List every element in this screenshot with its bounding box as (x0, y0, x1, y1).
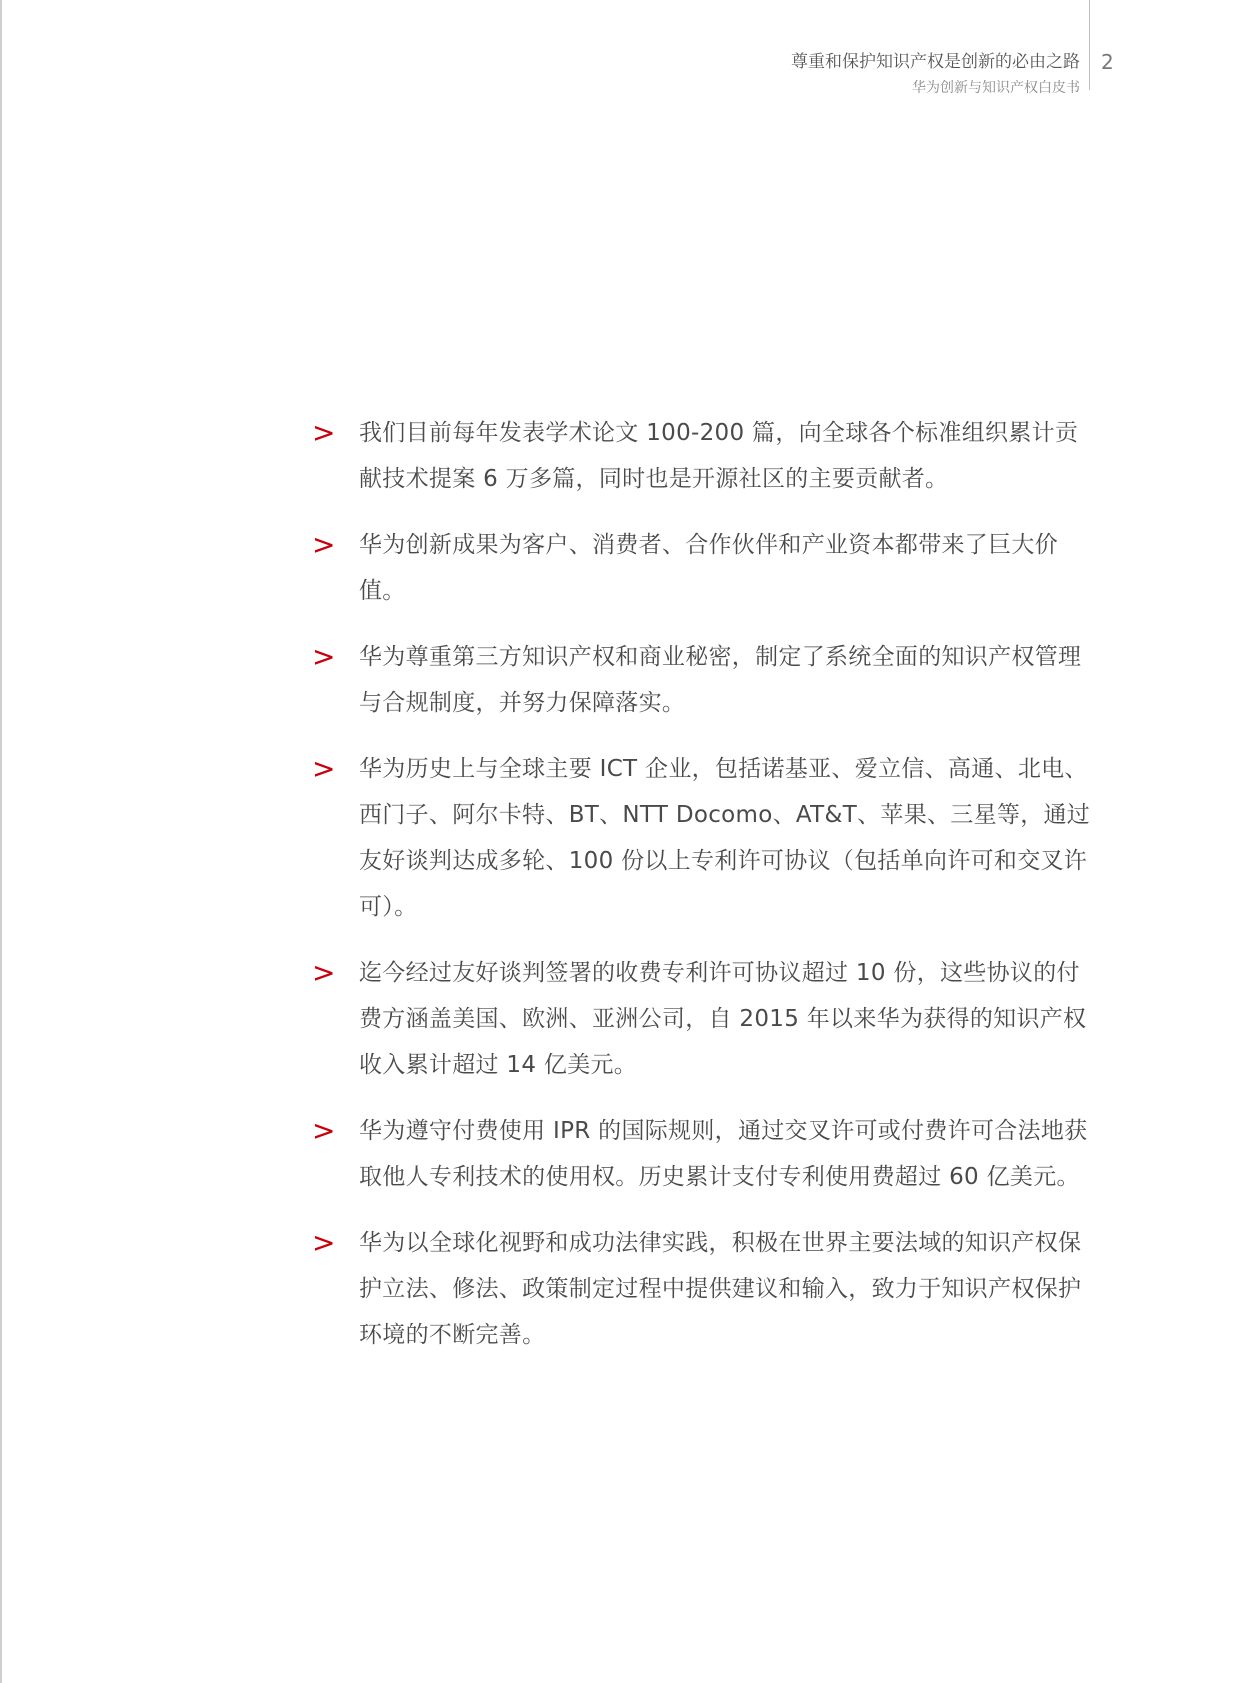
list-item (312, 1220, 1092, 1358)
running-header (791, 48, 1080, 100)
list-item-text: 华为历史上与全球主要 ICT 企业，包括诺基亚、爱立信、高通、北电、西门子、阿尔卡特、BT、NTT Docomo、AT&T、苹果、三星等，通过友好谈判达成多轮、100 份以上专利许可协议（包括单向许可和交叉许可）。 (359, 756, 1091, 920)
page-number: 2 (1101, 50, 1114, 74)
list-item-text: 我们目前每年发表学术论文 100-200 篇，向全球各个标准组织累计贡献技术提案 6 万多篇，同时也是开源社区的主要贡献者。 (359, 420, 1079, 492)
list-item (312, 522, 1092, 614)
chevron-right-icon: > (312, 416, 336, 449)
list-item (312, 410, 1092, 502)
chevron-right-icon: > (312, 528, 336, 561)
list-item-text: 华为以全球化视野和成功法律实践，积极在世界主要法域的知识产权保护立法、修法、政策制定过程中提供建议和输入，致力于知识产权保护环境的不断完善。 (359, 1230, 1082, 1348)
list-item-text: 华为创新成果为客户、消费者、合作伙伴和产业资本都带来了巨大价值。 (359, 532, 1058, 604)
list-item (312, 950, 1092, 1088)
list-item (312, 1108, 1092, 1200)
chevron-right-icon: > (312, 1226, 336, 1259)
header-divider (1089, 0, 1090, 90)
chevron-right-icon: > (312, 640, 336, 673)
page-edge-line (0, 0, 2, 1683)
list-item-text: 华为尊重第三方知识产权和商业秘密，制定了系统全面的知识产权管理与合规制度，并努力保障落实。 (359, 644, 1082, 716)
list-item (312, 746, 1092, 930)
chevron-right-icon: > (312, 752, 336, 785)
list-item-text: 华为遵守付费使用 IPR 的国际规则，通过交叉许可或付费许可合法地获取他人专利技术的使用权。历史累计支付专利使用费超过 60 亿美元。 (359, 1118, 1088, 1190)
chevron-right-icon: > (312, 1114, 336, 1147)
header-title: 尊重和保护知识产权是创新的必由之路 (791, 52, 1080, 72)
bullet-list (312, 410, 1092, 1378)
list-item-text: 迄今经过友好谈判签署的收费专利许可协议超过 10 份，这些协议的付费方涵盖美国、欧洲、亚洲公司，自 2015 年以来华为获得的知识产权收入累计超过 14 亿美元。 (359, 960, 1087, 1078)
list-item (312, 634, 1092, 726)
header-subtitle: 华为创新与知识产权白皮书 (912, 80, 1080, 96)
chevron-right-icon: > (312, 956, 336, 989)
